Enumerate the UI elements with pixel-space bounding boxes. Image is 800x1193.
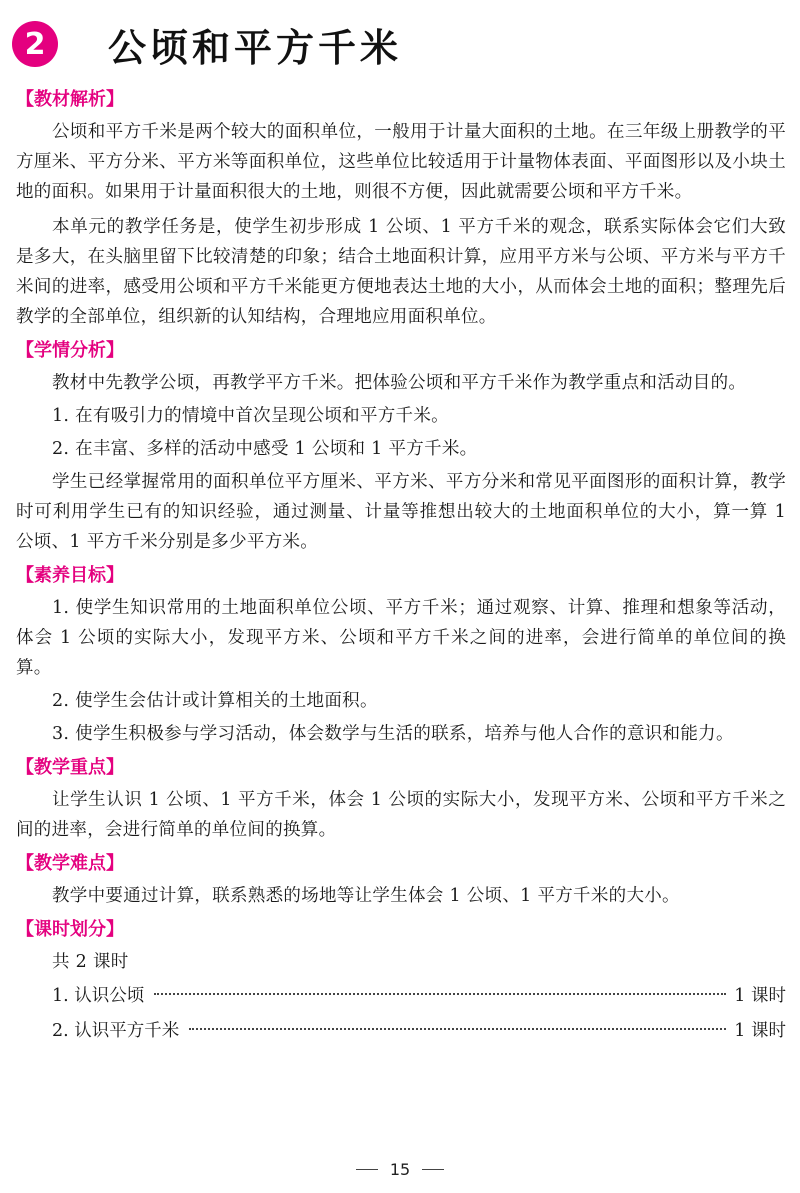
- page-content: [16, 84, 786, 1051]
- lesson-duration: 1 课时: [734, 986, 786, 1006]
- paragraph: 让学生认识 1 公顷、1 平方千米，体会 1 公顷的实际大小，发现平方米、公顷和平方千米之间的进率，会进行简单的单位间的换算。: [16, 790, 786, 840]
- paragraph: 公顷和平方千米是两个较大的面积单位，一般用于计量大面积的土地。在三年级上册教学的平方厘米、平方分米、平方米等面积单位，这些单位比较适用于计量物体表面、平面图形以及小块土地的面积。如果用于计量面积很大的土地，则很不方便，因此就需要公顷和平方千米。: [16, 122, 786, 202]
- paragraph: 教材中先教学公顷，再教学平方千米。把体验公顷和平方千米作为教学重点和活动目的。: [52, 373, 747, 393]
- chapter-title: 公顷和平方千米: [108, 25, 403, 70]
- section-heading: 【教材解析】: [16, 89, 124, 110]
- paragraph: 本单元的教学任务是，使学生初步形成 1 公顷、1 平方千米的观念，联系实际体会它们大致是多大，在头脑里留下比较清楚的印象；结合土地面积计算，应用平方米与公顷、平方米与平方千米间的进率，感受用公顷和平方千米能更方便地表达土地的大小，从而体会土地的面积；整理先后教学的全部单位，组织新的认知结构，合理地应用面积单位。: [16, 217, 786, 327]
- section-heading: 【素养目标】: [16, 565, 124, 586]
- lesson-total: 共 2 课时: [52, 952, 129, 972]
- paragraph: 1. 在有吸引力的情境中首次呈现公顷和平方千米。: [52, 406, 449, 426]
- paragraph: 学生已经掌握常用的面积单位平方厘米、平方米、平方分米和常见平面图形的面积计算，教学时可利用学生已有的知识经验，通过测量、计量等推想出较大的土地面积单位的大小，算一算 1 公顷、1 平方千米分别是多少平方米。: [16, 472, 786, 552]
- section-nandian: [16, 850, 786, 911]
- footer-dash: [422, 1169, 444, 1170]
- section-heading: 【教学重点】: [16, 757, 124, 778]
- lesson-item: [16, 1016, 786, 1046]
- footer-dash: [356, 1169, 378, 1170]
- chapter-header: [12, 14, 402, 74]
- paragraph: 3. 使学生积极参与学习活动，体会数学与生活的联系，培养与他人合作的意识和能力。: [52, 724, 734, 744]
- paragraph: 教学中要通过计算，联系熟悉的场地等让学生体会 1 公顷、1 平方千米的大小。: [52, 886, 680, 906]
- lesson-duration: 1 课时: [734, 1021, 786, 1041]
- dot-leader: [154, 993, 726, 995]
- section-heading: 【课时划分】: [16, 919, 124, 940]
- section-keshi: [16, 916, 786, 1046]
- section-heading: 【教学难点】: [16, 853, 124, 874]
- lesson-item: [16, 981, 786, 1011]
- section-heading: 【学情分析】: [16, 340, 124, 361]
- section-xueqing: [16, 337, 786, 557]
- lesson-label: 1. 认识公顷: [52, 986, 145, 1006]
- paragraph: 2. 在丰富、多样的活动中感受 1 公顷和 1 平方千米。: [52, 439, 478, 459]
- chapter-number-badge: 2: [12, 21, 58, 67]
- lesson-label: 2. 认识平方千米: [52, 1021, 180, 1041]
- dot-leader: [189, 1028, 726, 1030]
- section-suyang: [16, 562, 786, 749]
- section-jiaocai: [16, 86, 786, 332]
- page-number: 15: [389, 1160, 411, 1179]
- section-zhongdian: [16, 754, 786, 845]
- paragraph: 1. 使学生知识常用的土地面积单位公顷、平方千米；通过观察、计算、推理和想象等活动，体会 1 公顷的实际大小，发现平方米、公顷和平方千米之间的进率，会进行简单的单位间的换算。: [16, 598, 786, 678]
- page-footer: [0, 1160, 800, 1179]
- paragraph: 2. 使学生会估计或计算相关的土地面积。: [52, 691, 378, 711]
